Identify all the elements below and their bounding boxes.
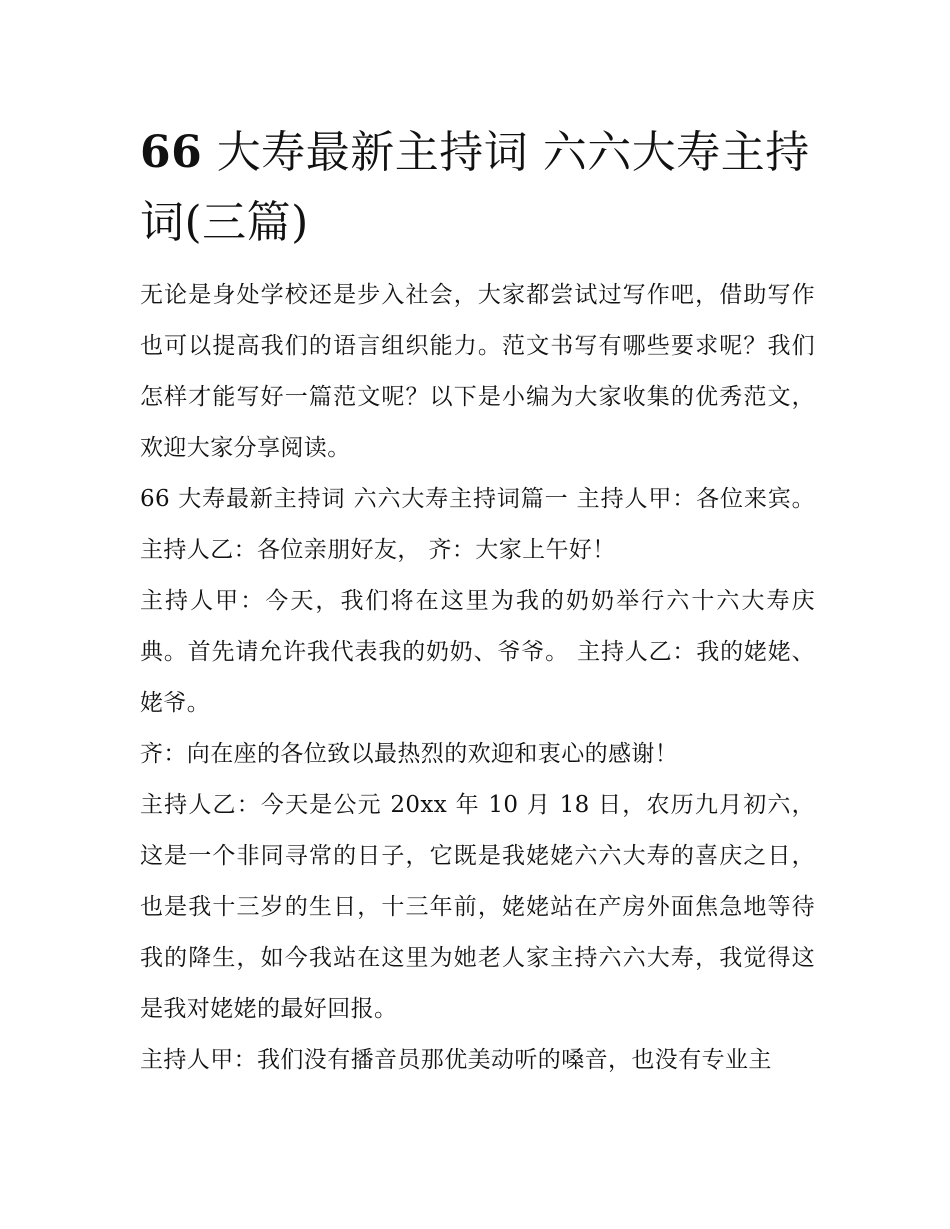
- paragraph-host-a-1: 主持人甲：今天，我们将在这里为我的奶奶举行六十六大寿庆典。首先请允许我代表我的奶奶、爷爷。 主持人乙：我的姥姥、姥爷。: [140, 588, 815, 716]
- title-text: 大寿最新主持词 六六大寿主持词(三篇): [140, 127, 810, 248]
- document-page: [140, 118, 815, 1086]
- document-title: [140, 118, 815, 258]
- paragraph-host-a-2: 主持人甲：我们没有播音员那优美动听的嗓音，也没有专业主: [140, 1047, 772, 1073]
- paragraph-together: 齐：向在座的各位致以最热烈的欢迎和衷心的感谢！: [140, 741, 679, 767]
- paragraph-intro: 无论是身处学校还是步入社会，大家都尝试过写作吧，借助写作也可以提高我们的语言组织能力。范文书写有哪些要求呢？我们怎样才能写好一篇范文呢？以下是小编为大家收集的优秀范文，欢迎大家分享阅读。: [140, 282, 815, 461]
- paragraph-opening: 66 大寿最新主持词 六六大寿主持词篇一 主持人甲：各位来宾。 主持人乙：各位亲朋好友， 齐：大家上午好！: [140, 486, 815, 563]
- title-number: 66: [140, 127, 203, 178]
- paragraph-host-b-1: 主持人乙：今天是公元 20xx 年 10 月 18 日，农历九月初六，这是一个非同寻常的日子，它既是我姥姥六六大寿的喜庆之日，也是我十三岁的生日，十三年前，姥姥站在产房外面焦急地等待我的降生，如今我站在这里为她老人家主持六六大寿，我觉得这是我对姥姥的最好回报。: [140, 792, 815, 1022]
